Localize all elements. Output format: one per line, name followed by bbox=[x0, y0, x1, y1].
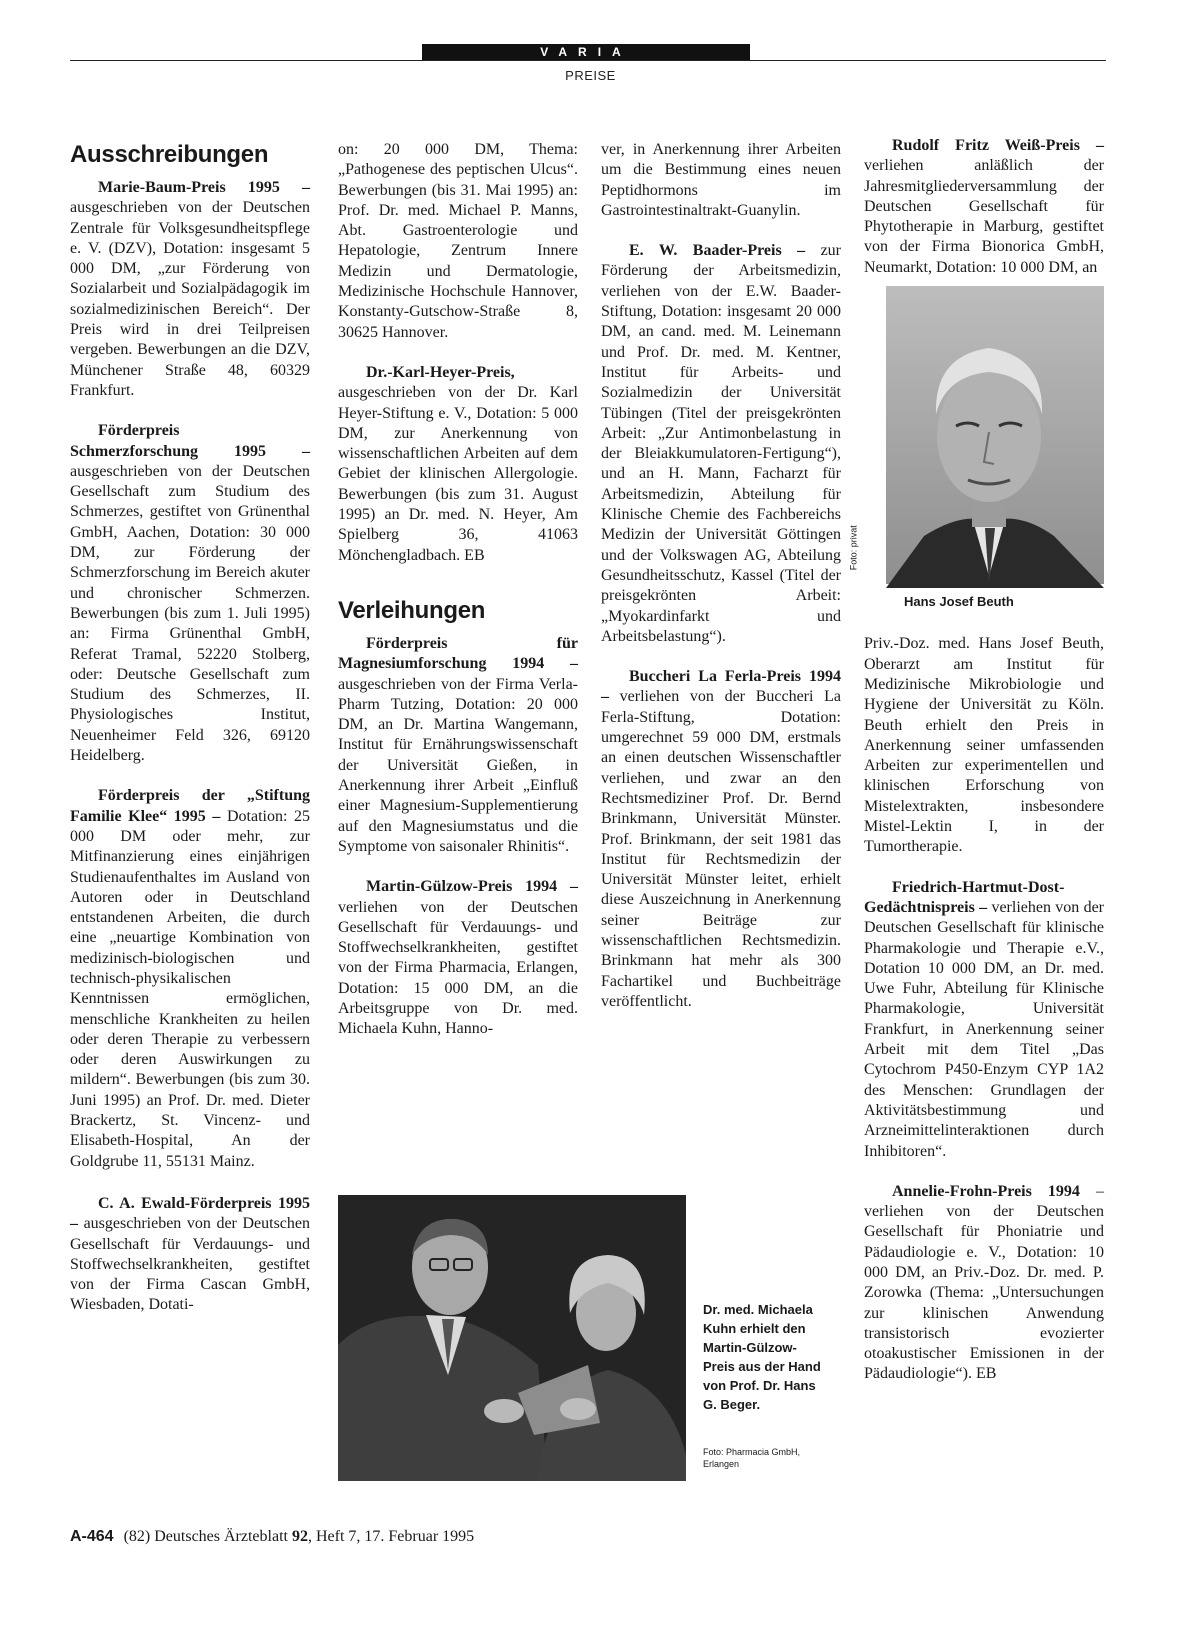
article-buccheri bbox=[601, 667, 841, 1012]
award-title: Buccheri La Ferla-Preis 1994 – bbox=[601, 668, 841, 706]
award-title: Rudolf Fritz Weiß-Preis – bbox=[892, 137, 1104, 154]
citation-suffix: , Heft 7, 17. Februar 1995 bbox=[307, 1528, 475, 1545]
column-2 bbox=[338, 140, 578, 1060]
award-title: Dr.-Karl-Heyer-Preis, bbox=[366, 363, 515, 381]
award-text: ausgeschrieben von der Deutschen Gesellschaft zum Studium des Schmerzes, gestiftet von Grünenthal GmbH, Aachen, Dotation: 30 000 DM, zur Förderung der Schmerzforschung im Bereich akuter und chronischer Schmerzen. Bewerbungen (bis zum 1. Juli 1995) an: Firma Grünenthal GmbH, Referat Tramal, 52220 Stolberg, oder: Deutsche Gesellschaft zum Studium des Schmerzes, II. Physiologisches Institut, Neuenheimer Feld 326, 69120 Heidelberg. bbox=[70, 462, 310, 765]
article-heyer bbox=[338, 363, 578, 566]
ceremony-photo-caption: Dr. med. Michaela Kuhn erhielt den Martin-Gülzow-Preis aus der Hand von Prof. Dr. Hans G. Beger. bbox=[703, 1302, 821, 1412]
article-guelzow bbox=[338, 877, 578, 1039]
column-1 bbox=[70, 140, 310, 1336]
page-number: A-464 bbox=[70, 1528, 114, 1545]
award-title: Förderpreis der „Stiftung Familie Klee“ 1995 – bbox=[70, 787, 310, 825]
article-frohn bbox=[864, 1182, 1104, 1385]
article-dost bbox=[864, 878, 1104, 1162]
ceremony-image bbox=[338, 1195, 686, 1481]
award-ceremony-photo bbox=[338, 1195, 686, 1481]
page-footer bbox=[70, 1528, 474, 1546]
award-title: Annelie-Frohn-Preis 1994 bbox=[892, 1182, 1080, 1200]
article-beuth: Priv.-Doz. med. Hans Josef Beuth, Oberarzt am Institut für Medizinische Mikrobiologie und Hygiene der Universität zu Köln. Beuth erhielt den Preis in Anerkennung seiner umfassenden Arbeiten zur experimentellen und klinischen Erforschung von Mistelextrakten, insbesondere Mistel-Lektin I, in der Tumortherapie. bbox=[864, 635, 1104, 856]
column-4 bbox=[848, 136, 1105, 1405]
award-title: Förderpreis Schmerzforschung 1995 – bbox=[70, 422, 310, 460]
award-title: Marie-Baum-Preis 1995 – bbox=[98, 179, 310, 196]
article-ewald bbox=[70, 1194, 310, 1316]
article-guelzow-continued: ver, in Anerkennung ihrer Arbeiten um die Bestimmung eines neuen Peptidhormons im Gastrointestinaltrakt-Guanylin. bbox=[601, 141, 841, 219]
award-text: – verliehen von der Deutschen Gesellschaft für Phoniatrie und Pädaudiologie e. V., Dotation: 10 000 DM, an Priv.-Doz. Dr. med. P. Zorowka (Thema: „Untersuchungen zur klinischen Anwendung transistorisch evozierter otoakustischer Emissionen in der Pädaudiologie“). EB bbox=[864, 1182, 1104, 1383]
article-weiss bbox=[864, 136, 1104, 278]
award-title: Förderpreis für Magnesiumforschung 1994 – bbox=[338, 634, 578, 673]
award-title: E. W. Baader-Preis – bbox=[629, 242, 806, 260]
header-rule bbox=[70, 60, 1106, 61]
article-ewald-continued: on: 20 000 DM, Thema: „Pathogenese des peptischen Ulcus“. Bewerbungen (bis 31. Mai 1995) an: Prof. Dr. med. Michael P. Manns, Abt. Gastroenterologie und Hepatologie, Zentrum Innere Medizin und Dermatologie, Medizinische Hochschule Hannover, Konstanty-Gutschow-Straße 8, 30625 Hannover. bbox=[338, 141, 578, 341]
award-text: zur Förderung der Arbeitsmedizin, verliehen von der E.W. Baader-Stiftung, Dotation: insgesamt 20 000 DM, an cand. med. M. Leinemann und Prof. Dr. med. M. Kentner, Institut für Arbeits- und Sozialmedizin der Universität Tübingen (Titel der preisgekrönten Arbeit: „Zur Antimonbelastung in der Bleiakkumulatoren-Fertigung“), und an H. Mann, Facharzt für Arbeitsmedizin, Abteilung für Klinische Chemie des Fachbereichs Medizin der Universität Göttingen und der Volkswagen AG, Abteilung Gesundheitsschutz, Kassel (Titel der preisgekrönten Arbeit: „Myokardinfarkt und Arbeitsbelastung“). bbox=[601, 242, 841, 645]
subsection-title: PREISE bbox=[565, 68, 616, 83]
ceremony-photo-credit: Foto: Pharmacia GmbH, Erlangen bbox=[703, 1447, 801, 1469]
heading-verleihungen: Verleihungen bbox=[338, 596, 486, 624]
section-banner bbox=[422, 44, 750, 60]
portrait-photo bbox=[848, 286, 1104, 588]
award-text: verliehen von der Deutschen Gesellschaft für Verdauungs- und Stoffwechselkrankheiten, gestiftet von der Firma Pharmacia, Erlangen, Dotation: 15 000 DM, an die Arbeitsgruppe von Dr. med. Michaela Kuhn, Hanno- bbox=[338, 898, 578, 1038]
award-text: ausgeschrieben von der Dr. Karl Heyer-Stiftung e. V., Dotation: 5 000 DM, zur Anerkennung von wissenschaftlichen Arbeiten auf dem Gebiet der klinischen Allergologie. Bewerbungen (bis zum 31. August 1995) an Dr. med. N. Heyer, Am Spielberg 36, 41063 Mönchengladbach. EB bbox=[338, 384, 578, 564]
award-text: verliehen von der Deutschen Gesellschaft für klinische Pharmakologie und Therapie e.V., Dotation 10 000 DM, an Dr. med. Uwe Fuhr, Abteilung für Klinische Pharmakologie, Universität Frankfurt, in Anerkennung seiner Arbeit mit dem Titel „Das Cytochrom P450-Enzym CYP 1A2 des Menschen: Grundlagen der Aktivitätsbestimmung und Arzneimittelinteraktionen durch Inhibitoren“. bbox=[864, 898, 1105, 1160]
award-text: verliehen anläßlich der Jahresmitgliederversammlung der Deutschen Gesellschaft für Phytotherapie in Marburg, gestiftet von der Firma Bionorica GmbH, Neumarkt, Dotation: 10 000 DM, an bbox=[864, 157, 1104, 276]
award-title: Martin-Gülzow-Preis 1994 – bbox=[366, 878, 578, 896]
award-text: verliehen von der Buccheri La Ferla-Stiftung, Dotation: umgerechnet 59 000 DM, erstmals an einen deutschen Wissenschaftler verliehen, und zwar an den Rechtsmediziner Prof. Dr. Bernd Brinkmann, Universität Münster. Prof. Brinkmann, der seit 1981 das Institut für Rechtsmedizin der Universität Münster leitet, erhielt diese Auszeichnung in Anerkennung seiner Beiträge zur wissenschaftlichen Rechtsmedizin. Brinkmann hat mehr als 300 Fachartikel und Buchbeiträge veröffentlicht. bbox=[601, 688, 841, 1010]
award-text: ausgeschrieben von der Deutschen Zentrale für Volksgesundheitspflege e. V. (DZV), Dotation: insgesamt 5 000 DM, „zur Förderung von Sozialarbeit und Sozialpädagogik im sozialmedizinischen Bereich“. Der Preis wird in drei Teilpreisen vergeben. Bewerbungen an die DZV, Münchener Straße 48, 60329 Frankfurt. bbox=[70, 199, 310, 399]
award-text: Dotation: 25 000 DM oder mehr, zur Mitfinanzierung eines einjährigen Studienaufenthaltes im Ausland von Autoren oder in Deutschland entstandenen Arbeiten, die durch eine „neuartige Kombination von medizinisch-biologischen und technisch-physikalischen Kenntnissen ermöglichen, menschliche Krankheiten zu heilen oder deren Therapie zu verbessern oder deren Auswirkungen zu mildern“. Bewerbungen (bis zum 30. Juni 1995) an Prof. Dr. med. Dieter Brackertz, St. Vincenz- und Elisabeth-Hospital, An der Goldgrube 11, 55131 Mainz. bbox=[70, 807, 310, 1170]
citation-volume: 92 bbox=[291, 1528, 308, 1545]
heading-ausschreibungen: Ausschreibungen bbox=[70, 141, 269, 168]
section-title: VARIA bbox=[540, 45, 632, 59]
portrait-image bbox=[864, 286, 1104, 588]
article-familie-klee bbox=[70, 786, 310, 1172]
award-text: ausgeschrieben von der Deutschen Gesellschaft für Verdauungs- und Stoffwechselkrankheiten, gestiftet von der Firma Cascan GmbH, Wiesbaden, Dotati- bbox=[70, 1215, 310, 1314]
award-title: C. A. Ewald-Förderpreis 1995 – bbox=[70, 1194, 310, 1233]
award-text: ausgeschrieben von der Firma Verla-Pharm Tutzing, Dotation: 20 000 DM, an Dr. Martina Wangemann, Institut für Ernährungswissenschaft der Universität Gießen, in Anerkennung ihrer Arbeit „Einfluß einer Magnesium-Supplementierung auf den Magnesiumstatus und die Symptome von saisonaler Rhinitis“. bbox=[338, 675, 578, 855]
article-baader bbox=[601, 241, 841, 647]
article-schmerzforschung bbox=[70, 421, 310, 766]
article-magnesium bbox=[338, 634, 578, 857]
award-title: Friedrich-Hartmut-Dost-Gedächtnispreis – bbox=[864, 878, 1065, 916]
citation-prefix: (82) Deutsches Ärzteblatt bbox=[123, 1528, 292, 1545]
photo-caption: Hans Josef Beuth bbox=[904, 594, 1014, 610]
article-marie-baum bbox=[70, 178, 310, 401]
photo-credit: Foto: privat bbox=[848, 525, 859, 571]
column-3 bbox=[601, 140, 841, 1032]
